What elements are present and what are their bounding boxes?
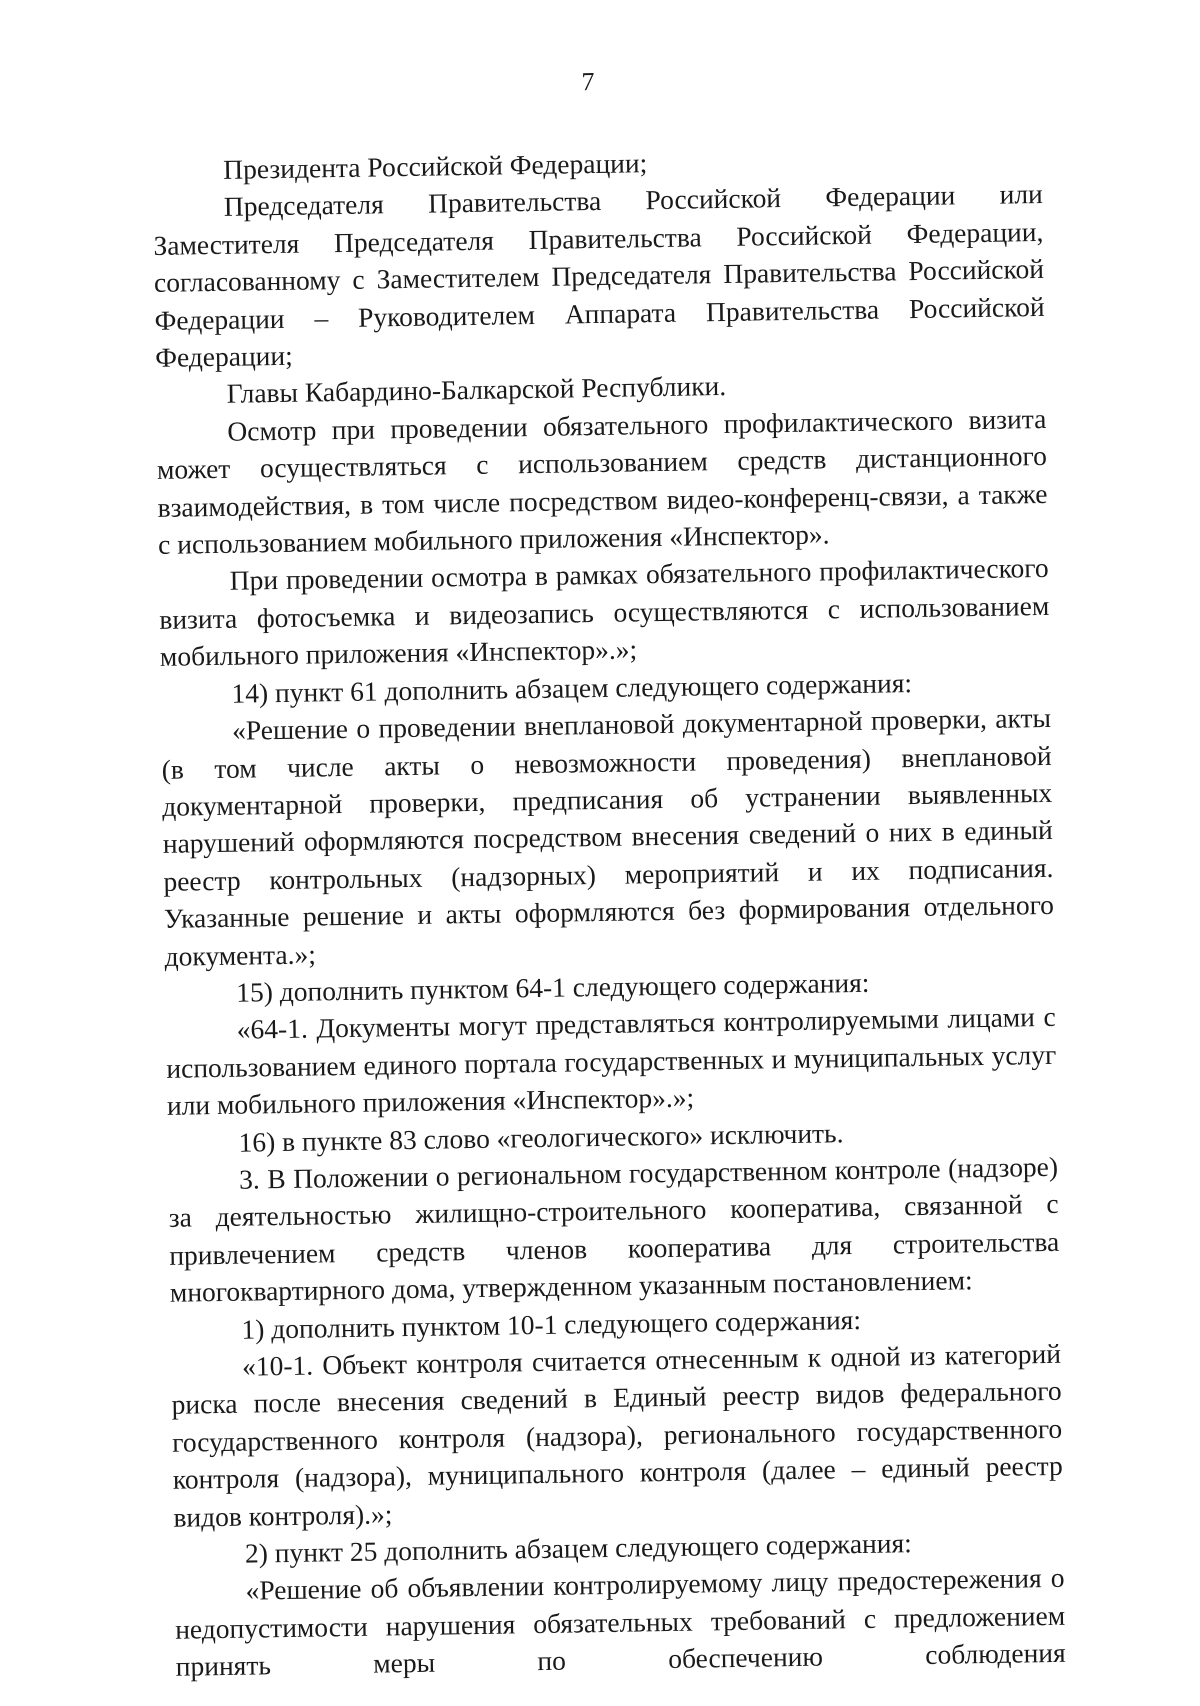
document-body [152, 138, 1066, 1685]
paragraph: 3. В Положении о региональном государственном контроле (надзоре) за деятельностью жилищно-строительного кооператива, связанной с привлечением средств членов кооператива для строительства многоквартирного дома, утвержденном указанным постановлением: [168, 1150, 1060, 1308]
paragraph: При проведении осмотра в рамках обязательного профилактического визита фотосъемка и видеозапись осуществляются с использованием мобильного приложения «Инспектор».»; [159, 552, 1050, 673]
paragraph: «10-1. Объект контроля считается отнесенным к одной из категорий риска после внесения сведений в Единый реестр видов федерального государственного контроля (надзора), регионального государственного контроля (надзора), муниципального контроля (далее – единый реестр видов контроля).»; [171, 1337, 1063, 1533]
paragraph: Председателя Правительства Российской Федерации или Заместителя Председателя Правительства Российской Федерации, согласованному с Заместителем Председателя Правительства Российской Федерации – Руководителем Аппарата Правительства Российской Федерации; [153, 178, 1045, 373]
paragraph: «64-1. Документы могут представляться контролируемыми лицами с использованием единого портала государственных и муниципальных услуг или мобильного приложения «Инспектор».»; [166, 1001, 1057, 1121]
paragraph: Президента Российской Федерации; [223, 147, 648, 185]
paragraph: «Решение о проведении внеплановой документарной проверки, акты (в том числе акты о невозможности проведения) внеплановой документарной проверки, предписания об устранении выявленных нарушений оформляются посредством внесения сведений о них в единый реестр контрольных (надзорных) мероприятий и их подписания. Указанные решение и акты оформляются без формирования отдельного документа.»; [161, 701, 1055, 972]
paragraph: Осмотр при проведении обязательного профилактического визита может осуществляться с использованием средств дистанционного взаимодействия, в том числе посредством видео-конференц-связи, а также с использованием мобильного приложения «Инспектор». [156, 402, 1048, 560]
page-number: 7 [581, 66, 595, 97]
paragraph: 1) дополнить пунктом 10-1 следующего содержания: [241, 1303, 862, 1345]
paragraph: Главы Кабардино-Балкарской Республики. [226, 370, 727, 410]
paragraph: 16) в пункте 83 слово «геологического» исключить. [238, 1116, 844, 1158]
paragraph: 14) пункт 61 дополнить абзацем следующего содержания: [231, 666, 913, 709]
paragraph: 2) пункт 25 дополнить абзацем следующего содержания: [244, 1527, 913, 1569]
paragraph: «Решение об объявлении контролируемому лицу предостережения о недопустимости нарушения обязательных требований с предложением принять меры по обеспечению соблюдения [174, 1562, 1066, 1683]
paragraph: 15) дополнить пунктом 64-1 следующего содержания: [235, 966, 870, 1008]
